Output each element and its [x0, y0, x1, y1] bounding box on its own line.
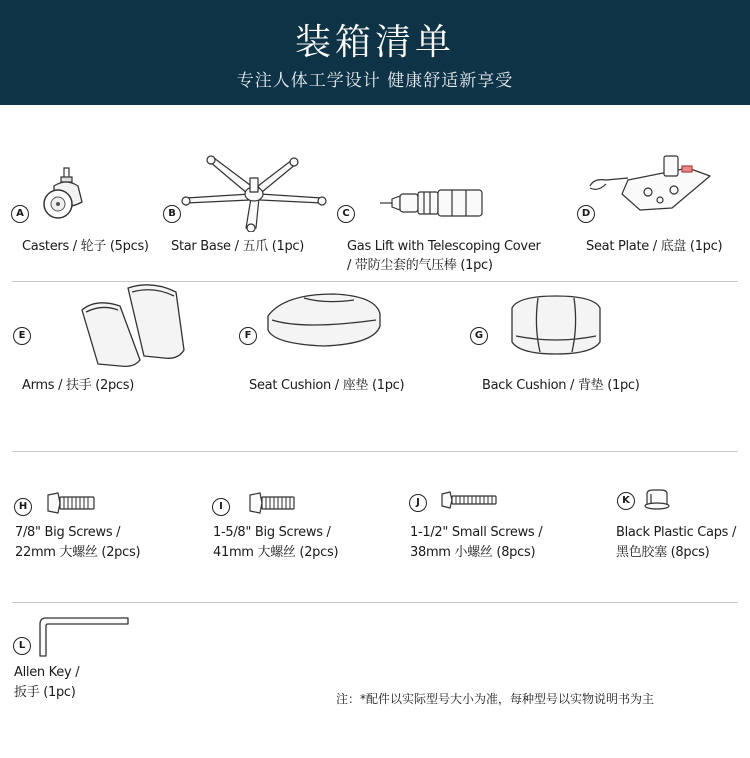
item-letter-badge: J: [409, 494, 427, 512]
section-divider: [12, 602, 738, 603]
item-letter-badge: H: [14, 498, 32, 516]
item-letter-badge: L: [13, 637, 31, 655]
item-label: 1-5/8" Big Screws /: [213, 525, 331, 540]
item-letter-badge: B: [163, 205, 181, 223]
page-title: 装箱清单: [294, 22, 455, 63]
item-label: Seat Plate / 底盘 (1pc): [586, 239, 723, 254]
item-label-line2: 黑色胶塞 (8pcs): [616, 545, 710, 560]
section-divider: [12, 451, 738, 452]
item-label: Arms / 扶手 (2pcs): [22, 378, 135, 393]
screw-icon: [46, 491, 96, 515]
item-letter-badge: F: [239, 327, 257, 345]
item-label-line2: 38mm 小螺丝 (8pcs): [410, 545, 536, 560]
back-cushion-icon: [508, 292, 604, 356]
item-label-line2: 22mm 大螺丝 (2pcs): [15, 545, 141, 560]
item-label-line2: 扳手 (1pc): [14, 685, 76, 700]
item-letter-badge: G: [470, 327, 488, 345]
item-label: Back Cushion / 背垫 (1pc): [482, 378, 640, 393]
item-label-line2: / 带防尘套的气压棒 (1pc): [347, 258, 493, 273]
seat-cushion-icon: [264, 290, 384, 350]
page-subtitle: 专注人体工学设计 健康舒适新享受: [236, 71, 514, 91]
footer-note: 注：*配件以实际型号大小为准，每种型号以实物说明书为主: [336, 692, 655, 706]
item-letter-badge: E: [13, 327, 31, 345]
item-letter-badge: I: [212, 498, 230, 516]
item-label: Seat Cushion / 座垫 (1pc): [249, 378, 405, 393]
item-label: 7/8" Big Screws /: [15, 525, 121, 540]
item-letter-badge: C: [337, 205, 355, 223]
item-label: Allen Key /: [14, 665, 80, 680]
item-letter-badge: K: [617, 492, 635, 510]
item-label: Star Base / 五爪 (1pc): [171, 239, 305, 254]
star-base-icon: [180, 152, 328, 232]
item-letter-badge: D: [577, 205, 595, 223]
item-label: Casters / 轮子 (5pcs): [22, 239, 149, 254]
item-label: 1-1/2" Small Screws /: [410, 525, 543, 540]
item-label-line2: 41mm 大螺丝 (2pcs): [213, 545, 339, 560]
screw-icon: [248, 491, 296, 515]
caster-icon: [38, 164, 90, 224]
gas-lift-icon: [380, 186, 490, 220]
header-banner: [0, 0, 750, 105]
armrest-icon: [76, 280, 188, 372]
plastic-cap-icon: [643, 488, 671, 510]
allen-key-icon: [36, 616, 132, 658]
item-label: Gas Lift with Telescoping Cover: [347, 239, 541, 254]
item-label: Black Plastic Caps /: [616, 525, 737, 540]
screw-icon: [440, 490, 498, 510]
seat-plate-icon: [588, 150, 713, 230]
item-letter-badge: A: [11, 205, 29, 223]
